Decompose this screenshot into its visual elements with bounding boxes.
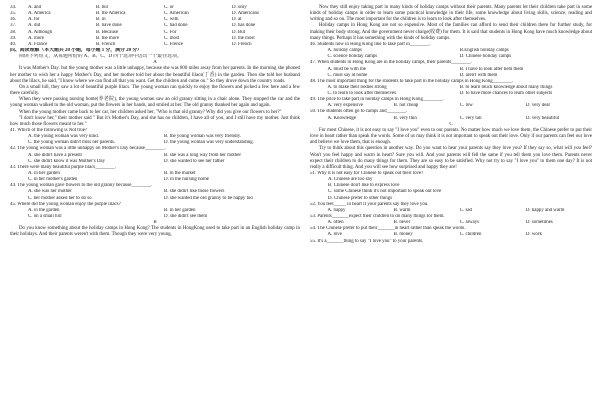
passage-b-paragraph: Now they still enjoy taking part in many kinds of holiday camps without their parents. Many parents let their children take part in some kinds of holiday camps in order to learn some practical knowledge in their life, some knowledge about living skills, science, reading and writing and so on. The most important for the children is to learn to look after themselves. — [310, 5, 592, 23]
option-d: D. the most — [232, 35, 255, 41]
passage-b-paragraph: Holiday camps in Hong Kong are not so expensive. Most of the families can afford to send their children there for further study, for making their body strong. And the government never charge(收费) for them. It is said that students in Hong Kong have much knowledge about many things. Perhaps it has something with the kinds of holiday camps. — [310, 23, 592, 41]
option-d: D. has done — [232, 23, 256, 29]
question-52-stem: 52. You feel_____ in heart if your parents say they love you. — [310, 201, 429, 207]
passage-a — [10, 66, 300, 128]
option-a: A. more — [28, 35, 45, 41]
option-d: D. at — [232, 17, 242, 23]
left-column — [10, 5, 300, 239]
option-b: B. I have to look after hem them — [459, 66, 524, 72]
option-a: A. Although — [28, 29, 53, 35]
option-d: D. very beautiful — [525, 115, 560, 121]
option-d: D. happy and warm — [525, 207, 565, 213]
option-b: B.English holiday camps — [459, 48, 509, 54]
question-54-options — [310, 232, 592, 238]
option-d: D. she didn't see them — [164, 213, 208, 219]
option-d: D. sometimes — [525, 220, 553, 226]
option-a: A. Chinese are too shy — [328, 177, 373, 183]
option-b: B. to learn much knowledge about many things — [459, 84, 553, 90]
passage-a-paragraph: When they were passing nursing home(养老院), the young woman saw an old granny sitting in a chair alone. They stopped the car and the young woman walked to the old woman, put the flowers in her hands, and smiled at her. The old granny thanked her again and again. — [10, 97, 300, 109]
option-b: B. warm — [393, 207, 411, 213]
question-number: 35. — [10, 11, 17, 17]
option-b: B. never — [393, 220, 411, 226]
question-number: 36. — [10, 17, 17, 23]
option-b: B. she was a long way from her mother — [164, 152, 242, 158]
option-c: C. some Chinese think it's not important to speak out love — [328, 189, 442, 195]
passage-c — [310, 128, 592, 171]
option-c: C. had done — [164, 23, 188, 29]
question-number: 37. — [10, 23, 17, 29]
option-a: A. holiday camps — [327, 48, 362, 54]
passage-b-continued — [310, 5, 592, 42]
option-d: D. in the nursing home — [164, 177, 209, 183]
option-c: C. in her mother's garden — [28, 177, 78, 183]
option-b: B. French — [96, 41, 116, 47]
passage-b-label: B — [153, 220, 157, 226]
option-a: A. in her garden — [28, 170, 60, 176]
option-a: A. Knowledge — [327, 115, 357, 121]
passage-b — [10, 226, 300, 238]
option-b: B. the more — [96, 35, 119, 41]
option-a: A. in the garden — [28, 207, 60, 213]
option-a: A. she was her mother — [28, 189, 72, 195]
option-a: A. very expensive — [327, 103, 363, 109]
section-instruction: 阅读下列短文，从每题所给的 A、B、C、D 四个选项中选出一个最佳选项。 — [19, 54, 182, 60]
option-c: C. she didn't know it was Mother's Day — [28, 158, 106, 164]
passage-a-paragraph: On a small hill, they saw a lot of beautiful purple lilacs. The young woman ran quickly to enjoy the flowers and picked a few here and a few there carefully. — [10, 84, 300, 97]
option-b: B. in — [96, 17, 106, 23]
passage-a-paragraph: "I don't know her," their mother said " But it's Mother's Day, and she has no children, I have all of you, and I still have my mother. Just think how much those flowers meant to her." — [10, 115, 300, 127]
question-51-stem: 51. Why it is not easy for Chinese to speak out their love? — [310, 171, 424, 176]
question-42-options-row2 — [10, 159, 300, 165]
option-d: D. But — [232, 29, 246, 35]
option-c: C. low — [459, 103, 473, 109]
option-c: C. must say at home — [327, 72, 368, 78]
option-a: A. she didn't have a present — [28, 152, 82, 158]
question-41-stem: 41. Which of the following is Not true? — [10, 127, 88, 133]
option-b: B. the America — [96, 11, 126, 17]
option-d: D. to have more chances to learn other subjects — [459, 91, 553, 97]
question-50-stem: 50. The students often go to camps and________. — [310, 109, 408, 115]
question-55-stem: 55. It's a_______thing to say "I love you" to your parents. — [310, 238, 424, 244]
option-d: D. Chinese holiday camps — [459, 54, 512, 60]
option-c: C. most — [164, 35, 180, 41]
option-b: B. money — [393, 232, 413, 238]
section-heading: 四、阅读理解（本大题共 20 小题，每小题 1 分，满分 20 分） — [10, 47, 143, 53]
question-47-stem: 47. When students in Hong Kong are in the holiday camps, their parents________. — [310, 60, 472, 66]
question-43-stem: 43. There were many beautiful purple lilacs________. — [10, 164, 117, 170]
option-a: A. often — [327, 220, 344, 226]
option-d: D. very dear — [525, 103, 551, 109]
option-b: B. the young woman was very friendly. — [164, 134, 242, 140]
option-d: D. the young woman was very understanding. — [164, 140, 254, 146]
option-a: A. to make their bodies strong — [327, 84, 387, 90]
question-54-stem: 54. The Chinese prefer to put their_______in heart rather than speak the words. — [310, 226, 466, 232]
option-c: C. or — [164, 5, 174, 10]
passage-c-paragraph: For most Chinese, it is not easy to say "I love you" even to our parents. No matter how much we love them, the Chinese prefer to put their love in heart rather than speak the words. Some of us may think it is not important to speak out their love. Only if our parents can feel our love and believe we love them, that is enough. — [310, 127, 592, 146]
option-d: D. Chinese prefer to other things — [328, 195, 393, 201]
option-b: B. Chinese don't like to express love — [328, 183, 400, 189]
option-d: D. only — [232, 5, 247, 10]
option-c: C. to learn to look after themselves — [327, 91, 397, 97]
passage-a-paragraph: When the young mother came back to her car, her children asked her, "Who is that old granny? Why did you give our flowers to her?" — [19, 109, 282, 115]
question-50-options — [310, 116, 592, 122]
question-number: 39. — [10, 35, 17, 41]
option-c: C. For — [164, 29, 177, 35]
option-a: A. happy — [327, 207, 346, 213]
option-b: B. in her garden — [164, 207, 196, 213]
option-a: A. for — [28, 17, 40, 23]
option-d: D. she wanted the old granny to be happy too — [164, 195, 253, 201]
option-b: B. in the market — [164, 170, 196, 176]
right-column — [310, 5, 592, 245]
option-c: C. sad — [459, 207, 472, 213]
option-c: C. on a small hill — [28, 213, 62, 219]
option-d: D. work — [525, 232, 542, 238]
option-a: A. America — [28, 11, 51, 17]
option-d: D. aren't with them — [459, 72, 498, 78]
question-number: 34. — [10, 5, 17, 10]
passage-a-paragraph: It was Mother's Day. but the young mother was a little unhappy, because she was 800 miles away from her parents. In the morning she phoned her mother to wish her a happy Mother's Day, and her mother told her about the beautiful lilacs(丁香) in the garden. Then she told her husband about the lilacs, he said, "I know where we can find all that you want. Get the children and come on." So they drove down the country roads. — [10, 66, 300, 84]
option-c: C. always — [459, 220, 480, 226]
option-a: A. and — [28, 5, 42, 10]
question-45-stem: 45. Where did the young woman enjoy the purple lilacs? — [10, 201, 121, 207]
question-number: 40. — [10, 41, 17, 47]
option-c: C. science holiday camps — [327, 54, 378, 60]
option-c: C. children — [459, 232, 482, 238]
passage-b-paragraph: Do you know something about the holiday camps in Hong Kong? The students in HongKong used to take part in an English holiday camp in their holidays. And their parents weren't with them. Though they were very young, — [10, 226, 300, 238]
option-a: A. must be with the — [327, 66, 366, 72]
option-b: B. Because — [96, 29, 119, 35]
option-b: B. but — [96, 5, 108, 10]
passage-c-label: C — [449, 121, 453, 127]
option-c: C. Frence — [164, 41, 184, 47]
question-48-stem: 48. The most important thing for the students to take part in the holiday camps in Hong Kong________. — [310, 78, 514, 84]
question-53-stem: 53. Parents_______expect their children to do many things for them. — [310, 213, 445, 219]
question-49-stem: 49. The price to take part in holiday camps in Hong Kong________. — [310, 97, 444, 103]
option-b: B. very thin — [393, 115, 417, 121]
option-a: A. the young woman was very kind. — [28, 134, 99, 140]
option-d: D. French — [232, 41, 252, 47]
option-c: C. her mother asked her to do so — [28, 195, 92, 201]
option-c: C. the young woman didn't miss her parents. — [28, 140, 116, 146]
question-47-options-row2 — [310, 73, 592, 79]
question-42-stem: 42. The young woman was a little unhappy on Mother's Day because________. — [10, 146, 166, 152]
option-c: C. with — [164, 17, 179, 23]
question-44-options-row2 — [10, 196, 300, 202]
option-a: A. love — [327, 232, 342, 238]
option-b: B. not cheap — [393, 103, 419, 109]
option-d: D. she wanted to see her father — [164, 158, 225, 164]
option-d: D. Americans — [232, 11, 259, 17]
passage-c-paragraph: Try to think about this question in another way. Do you want to hear your parents say they love you? If they say so, what will you feel? Won't you feel happy and warm in heart? Sure you will. And your parents will fell the same if you tell them you love them. Parents never expect their children to do many things for them. They are so easy to be satisfied. Why not try to say "I love you" to them one day? It is not really a difficult thing. And you will see how surprised and happy they are! — [310, 146, 592, 170]
option-a: A. did — [28, 23, 41, 29]
option-b: B. have done — [96, 23, 122, 29]
passage-a-label: A — [153, 60, 157, 66]
option-c: C. American — [164, 11, 189, 17]
option-a: A. France — [28, 41, 48, 47]
question-46-stem: 46. Students now in Hong Kong like to take part in________. — [310, 41, 431, 47]
question-44-stem: 44. The young woman gave flowers to the old granny because________. — [10, 183, 153, 189]
question-number: 38. — [10, 29, 17, 35]
option-c: C. very tall — [459, 115, 482, 121]
option-b: B. she didn't like those flowers — [164, 189, 225, 195]
